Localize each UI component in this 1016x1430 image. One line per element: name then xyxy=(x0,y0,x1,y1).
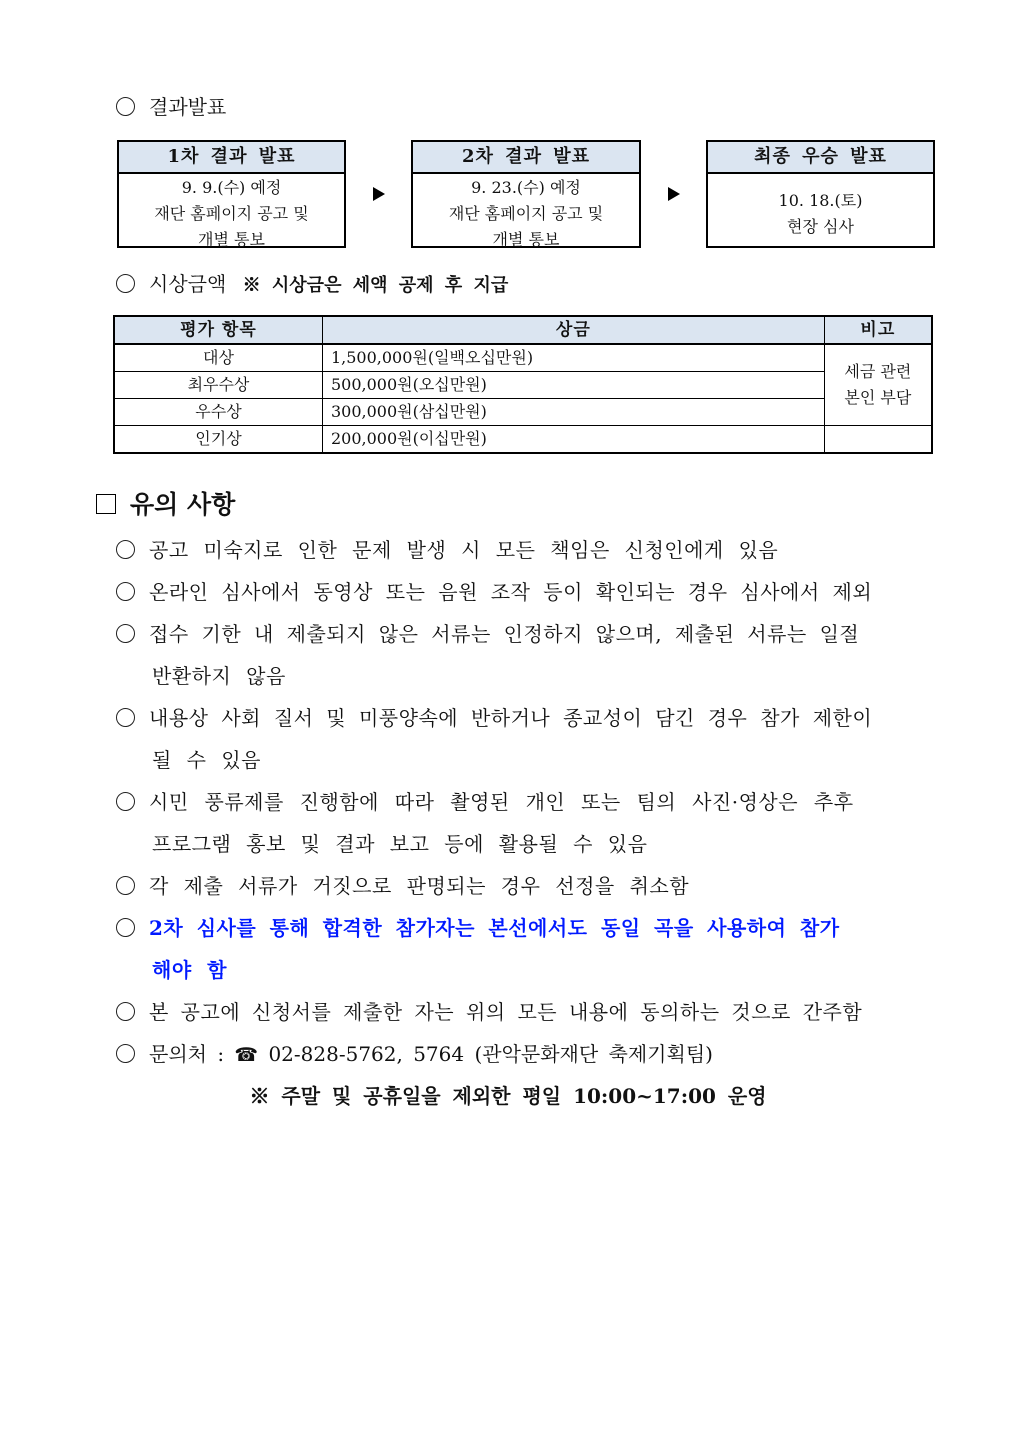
prize-item: 대상 xyxy=(114,344,322,372)
prize-item: 최우수상 xyxy=(114,372,322,399)
note-item: 온라인 심사에서 동영상 또는 음원 조작 등이 확인되는 경우 심사에서 제외 xyxy=(116,578,872,606)
step-body: 9. 23.(수) 예정 재단 홈페이지 공고 및 개별 통보 xyxy=(448,178,604,249)
column-header: 비고 xyxy=(824,316,932,344)
note-item: 본 공고에 신청서를 제출한 자는 위의 모든 내용에 동의하는 것으로 간주함 xyxy=(116,998,862,1026)
circle-bullet-icon xyxy=(116,1002,135,1021)
prize-amount: 500,000원(오십만원) xyxy=(322,372,824,399)
circle-bullet-icon xyxy=(116,624,135,643)
step-title: 최종 우승 발표 xyxy=(708,142,933,174)
note-item-continuation: 될 수 있음 xyxy=(152,748,261,772)
prize-table xyxy=(113,315,933,454)
prize-remark-empty xyxy=(824,426,932,454)
prize-amount: 1,500,000원(일백오십만원) xyxy=(322,344,824,372)
step-title: 2차 결과 발표 xyxy=(413,142,639,174)
circle-bullet-icon xyxy=(116,97,135,116)
hours-note: ※ 주말 및 공휴일을 제외한 평일 10:00~17:00 운영 xyxy=(249,1084,767,1108)
table-row xyxy=(114,399,932,426)
contact-value[interactable]: 02-828-5762, 5764 (관악문화재단 축제기획팀) xyxy=(268,1042,713,1066)
table-row xyxy=(114,344,932,372)
circle-bullet-icon xyxy=(116,582,135,601)
phone-icon: ☎ xyxy=(234,1044,259,1066)
step-body: 9. 9.(수) 예정 재단 홈페이지 공고 및 개별 통보 xyxy=(154,178,309,249)
right-triangle-arrow-icon xyxy=(373,187,385,201)
table-row xyxy=(114,426,932,454)
step-box-1 xyxy=(117,140,346,248)
circle-bullet-icon xyxy=(116,876,135,895)
circle-bullet-icon xyxy=(116,792,135,811)
note-item: 공고 미숙지로 인한 문제 발생 시 모든 책임은 신청인에게 있음 xyxy=(116,536,778,564)
note-item: 각 제출 서류가 거짓으로 판명되는 경우 선정을 취소함 xyxy=(116,872,689,900)
note-item: 내용상 사회 질서 및 미풍양속에 반하거나 종교성이 담긴 경우 참가 제한이 xyxy=(116,704,872,732)
results-heading: 결과발표 xyxy=(116,93,226,121)
prize-heading: 시상금액 ※ 시상금은 세액 공제 후 지급 xyxy=(116,270,508,300)
notes-heading: 유의 사항 xyxy=(96,488,235,522)
prize-remark: 세금 관련 본인 부담 xyxy=(824,344,932,426)
table-header-row xyxy=(114,316,932,344)
step-box-3 xyxy=(706,140,935,248)
circle-bullet-icon xyxy=(116,540,135,559)
contact-line: 문의처 : ☎ 02-828-5762, 5764 (관악문화재단 축제기획팀) xyxy=(116,1040,713,1069)
note-item-continuation: 해야 함 xyxy=(152,958,227,982)
table-row xyxy=(114,372,932,399)
circle-bullet-icon xyxy=(116,918,135,937)
step-title: 1차 결과 발표 xyxy=(119,142,344,174)
step-body: 10. 18.(토) 현장 심사 xyxy=(778,191,863,236)
note-item: 접수 기한 내 제출되지 않은 서류는 인정하지 않으며, 제출된 서류는 일절 xyxy=(116,620,859,648)
prize-note: ※ 시상금은 세액 공제 후 지급 xyxy=(242,275,509,296)
prize-item: 우수상 xyxy=(114,399,322,426)
note-item: 시민 풍류제를 진행함에 따라 촬영된 개인 또는 팀의 사진·영상은 추후 xyxy=(116,788,854,816)
note-item-continuation: 반환하지 않음 xyxy=(152,664,286,688)
prize-amount: 300,000원(삼십만원) xyxy=(322,399,824,426)
right-triangle-arrow-icon xyxy=(668,187,680,201)
circle-bullet-icon xyxy=(116,274,135,293)
column-header: 평가 항목 xyxy=(114,316,322,344)
column-header: 상금 xyxy=(322,316,824,344)
circle-bullet-icon xyxy=(116,1044,135,1063)
note-item-highlight: 2차 심사를 통해 합격한 참가자는 본선에서도 동일 곡을 사용하여 참가 xyxy=(116,914,840,942)
prize-amount: 200,000원(이십만원) xyxy=(322,426,824,454)
note-item-continuation: 프로그램 홍보 및 결과 보고 등에 활용될 수 있음 xyxy=(152,832,648,856)
prize-item: 인기상 xyxy=(114,426,322,454)
step-box-2 xyxy=(411,140,641,248)
circle-bullet-icon xyxy=(116,708,135,727)
square-bullet-icon xyxy=(96,494,116,514)
